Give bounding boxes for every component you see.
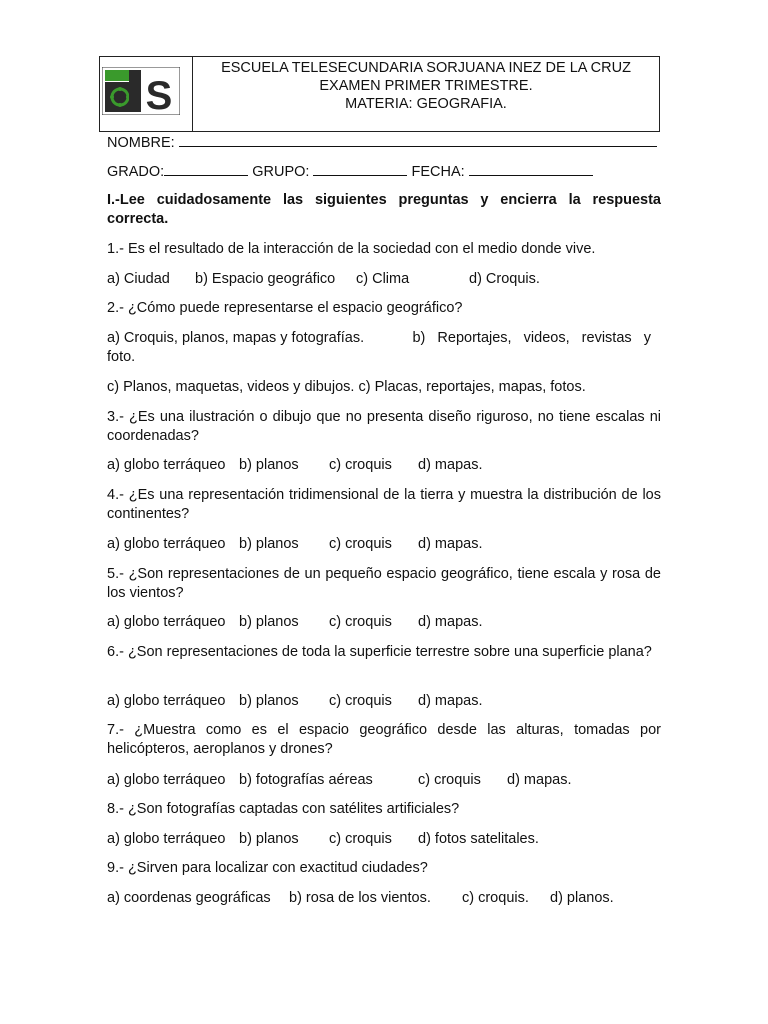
grupo-label: GRUPO: (252, 164, 310, 180)
q8-option-c[interactable]: c) croquis (329, 831, 392, 847)
q2-options-line-1[interactable]: a) Croquis, planos, mapas y fotografías. b) Reportajes, videos, revistas y foto. (107, 330, 656, 365)
header-title-cell (193, 57, 659, 131)
q3-option-c[interactable]: c) croquis (329, 457, 392, 473)
q9-option-a[interactable]: a) coordenas geográficas (107, 890, 271, 906)
q6-option-a[interactable]: a) globo terráqueo (107, 693, 226, 709)
q7-option-a[interactable]: a) globo terráqueo (107, 772, 226, 788)
q2-options-line-2[interactable]: c) Planos, maquetas, videos y dibujos. c) Placas, reportajes, mapas, fotos. (107, 379, 586, 395)
q3-option-b[interactable]: b) planos (239, 457, 299, 473)
q7-option-b[interactable]: b) fotografías aéreas (239, 772, 373, 788)
exam-title: EXAMEN PRIMER TRIMESTRE. (319, 78, 533, 94)
name-field-row (107, 132, 657, 153)
q4-option-a[interactable]: a) globo terráqueo (107, 536, 226, 552)
q6-option-d[interactable]: d) mapas. (418, 693, 483, 709)
question-6: 6.- ¿Son representaciones de toda la superficie terrestre sobre una superficie plana? (107, 644, 652, 660)
q5-option-d[interactable]: d) mapas. (418, 614, 483, 630)
grado-label: GRADO: (107, 164, 165, 180)
q9-option-b[interactable]: b) rosa de los vientos. (289, 890, 431, 906)
q1-option-d[interactable]: d) Croquis. (469, 271, 540, 287)
grado-blank[interactable] (164, 161, 248, 176)
question-4: 4.- ¿Es una representación tridimensional de la tierra y muestra la distribución de los continentes? (107, 487, 661, 522)
school-name: ESCUELA TELESECUNDARIA SORJUANA INEZ DE LA CRUZ (221, 60, 631, 76)
q9-option-c[interactable]: c) croquis. (462, 890, 529, 906)
q4-option-b[interactable]: b) planos (239, 536, 299, 552)
question-3: 3.- ¿Es una ilustración o dibujo que no presenta diseño riguroso, no tiene escalas ni coordenadas? (107, 409, 661, 444)
name-blank[interactable] (179, 132, 657, 147)
q7-option-d[interactable]: d) mapas. (507, 772, 572, 788)
q5-option-c[interactable]: c) croquis (329, 614, 392, 630)
logo-cell (100, 57, 193, 131)
q1-option-a[interactable]: a) Ciudad (107, 271, 170, 287)
q3-option-a[interactable]: a) globo terráqueo (107, 457, 226, 473)
q8-option-a[interactable]: a) globo terráqueo (107, 831, 226, 847)
question-2: 2.- ¿Cómo puede representarse el espacio geográfico? (107, 300, 463, 316)
q4-option-c[interactable]: c) croquis (329, 536, 392, 552)
question-9: 9.- ¿Sirven para localizar con exactitud ciudades? (107, 860, 428, 876)
q8-option-d[interactable]: d) fotos satelitales. (418, 831, 539, 847)
q1-option-c[interactable]: c) Clima (356, 271, 410, 287)
grupo-blank[interactable] (313, 161, 407, 176)
question-1: 1.- Es el resultado de la interacción de la sociedad con el medio donde vive. (107, 241, 596, 257)
instructions: I.-Lee cuidadosamente las siguientes preguntas y encierra la respuesta correcta. (107, 192, 661, 227)
q9-option-d[interactable]: d) planos. (550, 890, 614, 906)
q6-option-c[interactable]: c) croquis (329, 693, 392, 709)
fecha-blank[interactable] (469, 161, 593, 176)
header-table (99, 56, 660, 132)
q3-option-d[interactable]: d) mapas. (418, 457, 483, 473)
q1-option-b[interactable]: b) Espacio geográfico (195, 271, 336, 287)
question-5: 5.- ¿Son representaciones de un pequeño espacio geográfico, tiene escala y rosa de los vientos? (107, 566, 661, 601)
q5-option-b[interactable]: b) planos (239, 614, 299, 630)
subject-title: MATERIA: GEOGRAFIA. (345, 96, 507, 112)
question-8: 8.- ¿Son fotografías captadas con satélites artificiales? (107, 801, 460, 817)
q4-option-d[interactable]: d) mapas. (418, 536, 483, 552)
grade-group-date-row (107, 161, 593, 182)
question-7: 7.- ¿Muestra como es el espacio geográfico desde las alturas, tomadas por helicópteros, aeroplanos y drones? (107, 722, 661, 757)
school-logo (102, 67, 180, 115)
q7-option-c[interactable]: c) croquis (418, 772, 481, 788)
q8-option-b[interactable]: b) planos (239, 831, 299, 847)
q6-option-b[interactable]: b) planos (239, 693, 299, 709)
fecha-label: FECHA: (411, 164, 465, 180)
svg-text:S: S (145, 74, 173, 115)
name-label: NOMBRE: (107, 135, 175, 151)
q5-option-a[interactable]: a) globo terráqueo (107, 614, 226, 630)
